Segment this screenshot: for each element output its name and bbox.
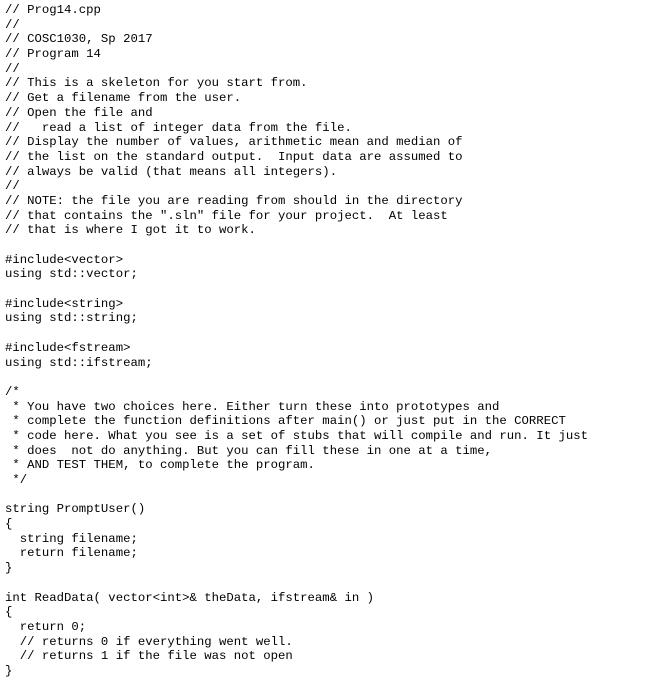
code-line: } [5,561,13,576]
code-line: string filename; [5,531,138,546]
code-line: // Get a filename from the user. [5,91,242,106]
code-line: // [5,17,20,32]
code-line: // the list on the standard output. Input data are assumed to [5,149,463,164]
code-line: string PromptUser() [5,502,146,517]
code-line: #include<string> [5,296,124,311]
code-line: using std::ifstream; [5,355,153,370]
code-line: * complete the function definitions after main() or just put in the CORRECT [5,414,566,429]
code-line: * You have two choices here. Either turn these into prototypes and [5,399,500,414]
code-line: #include<fstream> [5,340,131,355]
code-line: // Prog14.cpp [5,3,101,17]
code-line: // returns 0 if everything went well. [5,634,293,649]
code-line: // NOTE: the file you are reading from should in the directory [5,193,463,208]
code-line: #include<vector> [5,252,124,267]
code-line: // read a list of integer data from the file. [5,120,352,135]
code-line: // that is where I got it to work. [5,223,256,238]
code-line: // [5,179,20,194]
code-line: return filename; [5,546,138,561]
source-code-listing [5,3,588,679]
code-line [5,326,588,341]
code-line: // Open the file and [5,105,153,120]
code-line: // always be valid (that means all integers). [5,164,338,179]
code-line [5,488,588,503]
code-line: // Display the number of values, arithmetic mean and median of [5,135,463,150]
code-line: // COSC1030, Sp 2017 [5,32,153,47]
code-line: // that contains the ".sln" file for your project. At least [5,208,448,223]
code-line: { [5,605,13,620]
code-line: // This is a skeleton for you start from. [5,76,308,91]
code-line: // returns 1 if the file was not open [5,649,293,664]
code-line: { [5,517,13,532]
code-line [5,282,588,297]
code-line: int ReadData( vector<int>& theData, ifstream& in ) [5,590,374,605]
code-line: */ [5,473,28,487]
code-line [5,576,588,591]
code-line: // Program 14 [5,47,101,62]
code-line: * code here. What you see is a set of stubs that will compile and run. It just [5,428,588,443]
code-line [5,238,588,253]
code-line: return 0; [5,619,87,634]
code-line: // [5,61,20,76]
code-line: using std::string; [5,311,138,326]
code-line: * AND TEST THEM, to complete the program. [5,458,315,473]
code-line [5,370,588,385]
code-line: /* [5,384,20,399]
code-line: using std::vector; [5,267,138,282]
code-line: } [5,663,13,678]
code-line: * does not do anything. But you can fill these in one at a time, [5,443,493,458]
